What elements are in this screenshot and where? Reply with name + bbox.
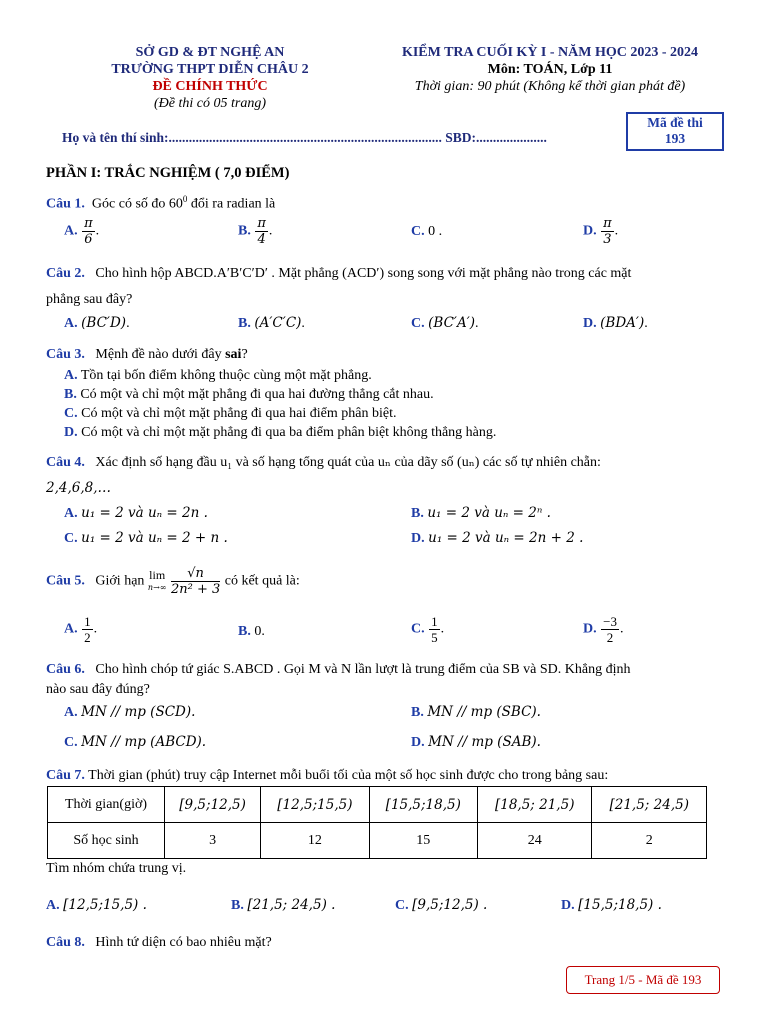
table-cell: 3 bbox=[165, 823, 261, 859]
option-value: (BC′D) bbox=[81, 315, 127, 331]
option-value: MN // mp (SCD). bbox=[81, 704, 196, 720]
option-label: D. bbox=[583, 621, 597, 637]
option-label: D. bbox=[411, 531, 425, 546]
option-label: A. bbox=[64, 316, 78, 331]
question-text-b: đổi ra radian là bbox=[187, 196, 276, 212]
question-5 bbox=[46, 566, 300, 597]
option-label: C. bbox=[411, 316, 425, 331]
question-3: Câu 3. Mệnh đề nào dưới đây sai? bbox=[46, 347, 248, 362]
q7-option-d[interactable] bbox=[561, 897, 662, 914]
section-title: PHẦN I: TRẮC NGHIỆM ( 7,0 ĐIỂM) bbox=[46, 165, 290, 181]
option-text: Có một và chỉ một mặt phẳng đi qua hai điểm phân biệt. bbox=[81, 406, 397, 421]
table-cell: 15 bbox=[369, 823, 477, 859]
question-2-cont: phẳng sau đây? bbox=[46, 292, 133, 307]
pages-note: (Đề thi có 05 trang) bbox=[154, 96, 266, 111]
page-footer: Trang 1/5 - Mã đề 193 bbox=[566, 966, 720, 994]
question-2 bbox=[46, 266, 631, 282]
option-text: Có một và chỉ một mặt phẳng đi qua hai đường thẳng cắt nhau. bbox=[80, 387, 434, 402]
option-label: C. bbox=[411, 224, 425, 239]
frac-den: 3 bbox=[603, 232, 612, 247]
table-header-cell: Số học sinh bbox=[48, 823, 165, 859]
question-label: Câu 3. bbox=[46, 347, 85, 362]
question-label: Câu 2. bbox=[46, 266, 85, 281]
q4-option-a[interactable] bbox=[64, 505, 208, 522]
question-label: Câu 8. bbox=[46, 935, 85, 950]
question-text: Xác định số hạng đầu u₁ và số hạng tổng quát của uₙ của dãy số (uₙ) các số tự nhiên chẵn: bbox=[95, 455, 601, 470]
school-name: TRƯỜNG THPT DIỄN CHÂU 2 bbox=[111, 62, 309, 77]
q6-option-a[interactable] bbox=[64, 704, 195, 721]
question-label: Câu 5. bbox=[46, 573, 85, 589]
option-value: 0 bbox=[428, 224, 436, 239]
option-label: D. bbox=[64, 425, 78, 440]
q2-option-a[interactable]: A. (BC′D). bbox=[64, 315, 130, 331]
question-label: Câu 1. bbox=[46, 196, 85, 212]
option-value: u₁ = 2 và uₙ = 2 + n . bbox=[81, 530, 228, 546]
option-label: A. bbox=[64, 223, 78, 239]
department-name: SỞ GD & ĐT NGHỆ AN bbox=[135, 45, 285, 60]
question-7 bbox=[46, 768, 608, 784]
official-label: ĐỀ CHÍNH THỨC bbox=[152, 79, 268, 94]
table-cell: [18,5; 21,5) bbox=[477, 787, 592, 823]
exam-code-box bbox=[626, 112, 724, 151]
frequency-table bbox=[47, 786, 707, 859]
option-label: B. bbox=[238, 624, 251, 639]
q3-option-b[interactable] bbox=[64, 387, 434, 403]
q6-option-d[interactable] bbox=[411, 734, 541, 751]
table-row bbox=[48, 823, 707, 859]
option-label: B. bbox=[411, 705, 424, 720]
question-1 bbox=[46, 194, 275, 213]
q7-option-a[interactable] bbox=[46, 897, 147, 914]
question-7-prompt: Tìm nhóm chứa trung vị. bbox=[46, 861, 187, 876]
q3-option-a[interactable] bbox=[64, 368, 372, 384]
option-value: u₁ = 2 và uₙ = 2n + 2 . bbox=[428, 530, 584, 546]
option-label: D. bbox=[583, 316, 597, 331]
limit-symbol: lim bbox=[149, 568, 166, 582]
header-right bbox=[370, 44, 730, 95]
question-text: Cho hình hộp ABCD.A′B′C′D′ . Mặt phẳng (ACD′) song song với mặt phẳng nào trong các mặt bbox=[95, 266, 632, 281]
option-label: A. bbox=[46, 898, 60, 913]
question-text: Hình tứ diện có bao nhiêu mặt? bbox=[95, 935, 272, 950]
option-value: [15,5;18,5) . bbox=[578, 897, 662, 913]
frac-num: π bbox=[603, 216, 612, 231]
frac-den: 6 bbox=[84, 232, 93, 247]
q2-option-b[interactable]: B. (A′C′C). bbox=[238, 315, 305, 331]
q1-option-b[interactable]: B. $\frac{\pi}{4}$ . bbox=[238, 216, 273, 247]
frac-den: 2 bbox=[606, 630, 614, 645]
question-4-cont: 2,4,6,8,… bbox=[46, 480, 112, 496]
option-label: B. bbox=[238, 223, 251, 239]
option-value: 0. bbox=[254, 624, 265, 639]
q5-option-d[interactable]: D. $\frac{-3}{2}$ . bbox=[583, 614, 624, 645]
question-8 bbox=[46, 935, 272, 951]
question-label: Câu 4. bbox=[46, 455, 85, 470]
q2-option-c[interactable]: C. (BC′A′). bbox=[411, 315, 479, 331]
exam-code-value: 193 bbox=[664, 131, 686, 146]
q1-option-c[interactable]: C. 0 . bbox=[411, 224, 443, 239]
question-text: Góc có số đo 60 bbox=[91, 196, 183, 212]
question-emphasis: sai bbox=[225, 347, 242, 362]
frac-den: 2 bbox=[84, 630, 91, 645]
option-label: C. bbox=[64, 531, 78, 546]
option-text: Có một và chỉ một mặt phẳng đi qua ba điểm phân biệt không thẳng hàng. bbox=[81, 425, 497, 440]
option-value: MN // mp (SAB). bbox=[428, 734, 541, 750]
header-left bbox=[60, 44, 360, 112]
table-header-cell: Thời gian(giờ) bbox=[48, 787, 165, 823]
q4-option-b[interactable] bbox=[411, 505, 551, 522]
q7-option-b[interactable] bbox=[231, 897, 335, 914]
option-text: Tồn tại bốn điểm không thuộc cùng một mặt phẳng. bbox=[80, 368, 372, 383]
question-label: Câu 6. bbox=[46, 662, 85, 677]
option-value: (BC′A′) bbox=[428, 315, 476, 331]
option-value: [12,5;15,5) . bbox=[63, 897, 147, 913]
table-row bbox=[48, 787, 707, 823]
frac-num: π bbox=[84, 216, 93, 231]
option-label: D. bbox=[411, 735, 425, 750]
option-value: u₁ = 2 và uₙ = 2ⁿ . bbox=[427, 505, 551, 521]
exam-title: KIỂM TRA CUỐI KỲ I - NĂM HỌC 2023 - 2024 bbox=[401, 45, 699, 60]
frac-num: −3 bbox=[603, 614, 617, 629]
question-6-cont: nào sau đây đúng? bbox=[46, 682, 150, 697]
frac-num: 1 bbox=[84, 614, 91, 629]
option-label: A. bbox=[64, 621, 78, 637]
option-label: C. bbox=[64, 406, 78, 421]
q5-option-c[interactable]: C. $\frac{1}{5}$ . bbox=[411, 614, 445, 645]
option-value: u₁ = 2 và uₙ = 2n . bbox=[81, 505, 208, 521]
option-value: (A′C′C) bbox=[254, 315, 302, 331]
option-label: B. bbox=[64, 387, 77, 402]
question-text: Thời gian (phút) truy cập Internet mỗi buổi tối của một số học sinh được cho trong bảng sau: bbox=[88, 768, 609, 783]
q2-option-d[interactable]: D. (BDA′). bbox=[583, 315, 648, 331]
option-label: D. bbox=[561, 898, 575, 913]
question-text-b: có kết quả là: bbox=[224, 573, 300, 589]
question-4 bbox=[46, 454, 601, 471]
question-label: Câu 7. bbox=[46, 768, 85, 783]
table-cell: [15,5;18,5) bbox=[369, 787, 477, 823]
q5-option-a[interactable]: A. $\frac{1}{2}$ . bbox=[64, 614, 98, 645]
table-cell: 24 bbox=[477, 823, 592, 859]
q5-option-b[interactable] bbox=[238, 624, 265, 640]
table-cell: [9,5;12,5) bbox=[165, 787, 261, 823]
q1-option-d[interactable]: D. $\frac{\pi}{3}$ . bbox=[583, 216, 619, 247]
option-value: [21,5; 24,5) . bbox=[247, 897, 336, 913]
time-line: Thời gian: 90 phút (Không kể thời gian phát đề) bbox=[414, 79, 686, 94]
option-label: A. bbox=[64, 506, 78, 521]
subject-line: Môn: TOÁN, Lớp 11 bbox=[487, 62, 613, 77]
table-cell: [21,5; 24,5) bbox=[592, 787, 707, 823]
frac-den: 4 bbox=[257, 232, 266, 247]
degree-sup: 0 bbox=[182, 194, 188, 204]
option-value: MN // mp (SBC). bbox=[427, 704, 541, 720]
frac-den: 2n² + 3 bbox=[170, 582, 221, 597]
q3-option-d[interactable] bbox=[64, 425, 496, 441]
exam-code-label: Mã đề thi bbox=[647, 115, 703, 130]
table-cell: 2 bbox=[592, 823, 707, 859]
table-cell: [12,5;15,5) bbox=[261, 787, 369, 823]
q4-option-c[interactable] bbox=[64, 530, 228, 547]
question-text: Giới hạn bbox=[95, 573, 145, 589]
q7-option-c[interactable] bbox=[395, 897, 487, 914]
question-text: Mệnh đề nào dưới đây bbox=[95, 347, 226, 362]
q6-option-c[interactable] bbox=[64, 734, 206, 751]
limit-subscript: n→∞ bbox=[147, 583, 167, 592]
option-label: C. bbox=[64, 735, 78, 750]
question-6 bbox=[46, 662, 631, 678]
option-label: A. bbox=[64, 705, 78, 720]
frac-num: √n bbox=[171, 566, 220, 582]
option-label: A. bbox=[64, 368, 78, 383]
option-label: B. bbox=[238, 316, 251, 331]
frac-den: 5 bbox=[431, 630, 438, 645]
q3-option-c[interactable] bbox=[64, 406, 396, 422]
option-value: MN // mp (ABCD). bbox=[81, 734, 207, 750]
option-label: B. bbox=[411, 506, 424, 521]
option-value: [9,5;12,5) . bbox=[412, 897, 488, 913]
q6-option-b[interactable] bbox=[411, 704, 541, 721]
option-label: C. bbox=[395, 898, 409, 913]
frac-num: π bbox=[257, 216, 266, 231]
q4-option-d[interactable] bbox=[411, 530, 583, 547]
option-label: D. bbox=[583, 223, 597, 239]
candidate-info-line: Họ và tên thí sinh:................................................................................. SBD:..................... bbox=[62, 130, 547, 145]
table-cell: 12 bbox=[261, 823, 369, 859]
option-label: B. bbox=[231, 898, 244, 913]
frac-num: 1 bbox=[431, 614, 438, 629]
option-label: C. bbox=[411, 621, 425, 637]
option-value: (BDA′) bbox=[600, 315, 645, 331]
question-text: Cho hình chóp tứ giác S.ABCD . Gọi M và N lần lượt là trung điểm của SB và SD. Khẳng định bbox=[95, 662, 631, 677]
q1-option-a[interactable]: A. $\frac{\pi}{6}$ . bbox=[64, 216, 100, 247]
